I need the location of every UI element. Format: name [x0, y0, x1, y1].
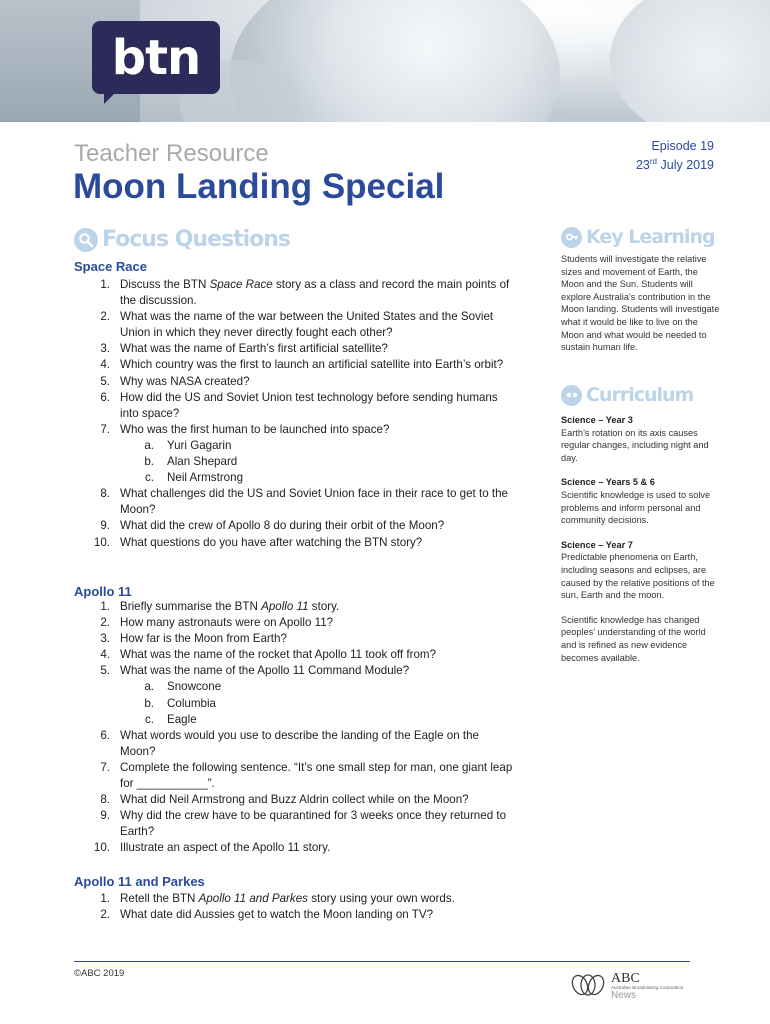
question-number: 2.: [100, 310, 110, 324]
question-text: Which country was the first to launch an artificial satellite into Earth’s orbit?: [120, 358, 504, 372]
question-text: What did Neil Armstrong and Buzz Aldrin collect while on the Moon?: [120, 793, 469, 807]
btn-logo: btn: [92, 21, 220, 94]
option-item: [74, 438, 514, 454]
question-text: story.: [308, 600, 340, 613]
question-text: story using your own words.: [307, 892, 455, 905]
section-title-space-race: Space Race: [74, 259, 147, 274]
abc-wordmark: ABC Australian Broadcasting Corporation News: [611, 971, 684, 1001]
abc-lissajous-icon: [571, 972, 605, 998]
option-letter: a.: [144, 680, 154, 694]
option-letter: b.: [144, 455, 154, 469]
question-item: [74, 341, 514, 357]
episode-info: [636, 138, 714, 173]
question-text: What was the name of the rocket that Apollo 11 took off from?: [120, 648, 436, 662]
question-number: 4.: [100, 648, 110, 662]
curriculum-list: [561, 414, 721, 676]
question-item: [74, 907, 514, 923]
question-number: 1.: [100, 892, 110, 905]
question-number: 3.: [100, 342, 110, 356]
question-text: What was the name of Earth’s first artificial satellite?: [120, 342, 388, 356]
question-item: [74, 599, 514, 615]
option-letter: c.: [144, 712, 154, 726]
banner-image-right: [610, 0, 770, 122]
question-item: [74, 728, 514, 760]
question-list-apollo-11-parkes: [74, 891, 514, 923]
option-text: Neil Armstrong: [167, 471, 244, 485]
btn-logo-tail: [104, 90, 118, 104]
curriculum-icon: [561, 385, 582, 406]
option-item: [74, 696, 514, 712]
curriculum-item-text: Earth’s rotation on its axis causes regular changes, including night and day.: [561, 427, 709, 463]
question-text: What was the name of the war between the United States and the Soviet Union in which they never directly fought each other?: [120, 310, 494, 340]
abc-news-logo: [571, 972, 683, 1001]
question-item: [74, 663, 514, 679]
question-text: What words would you use to describe the landing of the Eagle on the Moon?: [120, 728, 479, 758]
question-item: [74, 840, 514, 856]
question-number: 6.: [100, 728, 110, 742]
curriculum-item: [561, 414, 721, 464]
curriculum-item: [561, 476, 721, 526]
question-text: How many astronauts were on Apollo 11?: [120, 616, 334, 630]
page-title: Moon Landing Special: [73, 167, 445, 206]
footer-divider: [74, 961, 690, 962]
curriculum-heading: Curriculum: [561, 384, 693, 406]
question-number: 1.: [100, 600, 110, 613]
question-item: [74, 808, 514, 840]
question-item: [74, 615, 514, 631]
option-group: [74, 438, 514, 486]
question-item: [74, 486, 514, 518]
question-number: 7.: [100, 422, 110, 436]
question-item: [74, 891, 514, 907]
option-item: [74, 454, 514, 470]
question-text: What was the name of the Apollo 11 Command Module?: [120, 664, 410, 678]
question-item: [74, 631, 514, 647]
question-text: Complete the following sentence. “It’s one small step for man, one giant leap for ___________”.: [120, 760, 513, 791]
focus-questions-heading: Focus Questions: [74, 227, 290, 252]
question-text: Why was NASA created?: [120, 374, 250, 388]
question-item: [74, 374, 514, 390]
curriculum-item: [561, 539, 721, 602]
question-number: 7.: [100, 760, 110, 774]
copyright: ©ABC 2019: [74, 968, 125, 979]
question-text: What challenges did the US and Soviet Union face in their race to get to the Moon?: [120, 487, 508, 517]
question-text: Discuss the BTN: [120, 278, 210, 291]
question-text: What did the crew of Apollo 8 do during their orbit of the Moon?: [120, 519, 445, 533]
curriculum-item-title: Science – Year 3: [561, 415, 633, 425]
question-number: 6.: [100, 390, 110, 404]
question-number: 10.: [93, 535, 110, 549]
question-item: [74, 792, 514, 808]
question-number: 9.: [100, 809, 110, 823]
question-list-apollo-11: [74, 599, 514, 857]
question-text: What questions do you have after watching the BTN story?: [120, 535, 423, 549]
question-text: How far is the Moon from Earth?: [120, 632, 287, 646]
section-title-apollo-11-parkes: Apollo 11 and Parkes: [74, 874, 205, 889]
option-text: Eagle: [167, 712, 197, 726]
episode-number: Episode 19: [651, 139, 714, 153]
option-item: [74, 712, 514, 728]
curriculum-item-text: Scientific knowledge has changed peoples’ understanding of the world and is refined as new evidence becomes available.: [561, 614, 706, 663]
option-list: [74, 438, 514, 486]
question-text: Who was the first human to be launched into space?: [120, 422, 390, 436]
key-icon: [561, 227, 582, 248]
section-title-apollo-11: Apollo 11: [74, 584, 132, 599]
question-text: Illustrate an aspect of the Apollo 11 story.: [120, 841, 331, 855]
question-item: [74, 390, 514, 422]
curriculum-item-text: Predictable phenomena on Earth, including seasons and eclipses, are caused by the relative positions of the sun, Earth and the moon.: [561, 552, 715, 601]
question-number: 10.: [93, 841, 110, 855]
question-item: [74, 760, 514, 792]
question-item: [74, 422, 514, 438]
key-learning-heading: Key Learning: [561, 226, 715, 248]
question-number: 2.: [100, 616, 110, 630]
story-title: Space Race: [209, 278, 273, 291]
option-letter: a.: [144, 438, 154, 452]
question-text: Why did the crew have to be quarantined for 3 weeks once they returned to Earth?: [120, 809, 507, 839]
question-item: [74, 518, 514, 534]
curriculum-item-title: Science – Year 7: [561, 539, 633, 550]
option-text: Snowcone: [167, 680, 222, 694]
option-group: [74, 679, 514, 727]
curriculum-item-title: Science – Years 5 & 6: [561, 477, 655, 488]
option-text: Alan Shepard: [167, 455, 238, 469]
question-item: [74, 277, 514, 309]
question-number: 8.: [100, 487, 110, 501]
question-item: [74, 357, 514, 373]
option-list: [74, 679, 514, 727]
search-icon: [74, 228, 98, 252]
question-item: [74, 647, 514, 663]
question-number: 5.: [100, 664, 110, 678]
question-list-space-race: [74, 277, 514, 551]
option-letter: c.: [144, 471, 154, 485]
option-letter: b.: [144, 696, 154, 710]
curriculum-item: [561, 614, 721, 664]
question-text: How did the US and Soviet Union test technology before sending humans into space?: [120, 390, 498, 420]
question-text: story as a class and record the main points of the discussion.: [120, 278, 510, 308]
question-text: Retell the BTN: [120, 892, 199, 905]
question-text: What date did Aussies get to watch the Moon landing on TV?: [120, 908, 434, 922]
question-number: 2.: [100, 908, 110, 922]
question-number: 1.: [100, 278, 110, 291]
option-text: Columbia: [167, 696, 216, 710]
option-item: [74, 470, 514, 486]
header-banner: [0, 0, 770, 122]
question-item: [74, 535, 514, 551]
curriculum-item-text: Scientific knowledge is used to solve problems and inform personal and community decisions.: [561, 489, 711, 526]
question-item: [74, 309, 514, 341]
question-text: Briefly summarise the BTN: [120, 600, 262, 613]
story-title: Apollo 11: [261, 600, 309, 613]
question-number: 9.: [100, 519, 110, 533]
question-number: 5.: [100, 374, 110, 388]
question-number: 8.: [100, 793, 110, 807]
question-number: 3.: [100, 632, 110, 646]
key-learning-text: Students will investigate the relative sizes and movement of Earth, the Moon and the Sun. Students will explore Australia’s contribution in the Moon landing. Students will investigate what it would be like to live on the Moon and what would be needed to sustain human life.: [561, 254, 720, 353]
story-title: Apollo 11 and Parkes: [198, 892, 308, 905]
teacher-resource-label: Teacher Resource: [74, 140, 269, 167]
option-text: Yuri Gagarin: [167, 438, 232, 452]
question-number: 4.: [100, 358, 110, 372]
option-item: [74, 679, 514, 695]
episode-date: 23rd July 2019: [635, 157, 714, 173]
